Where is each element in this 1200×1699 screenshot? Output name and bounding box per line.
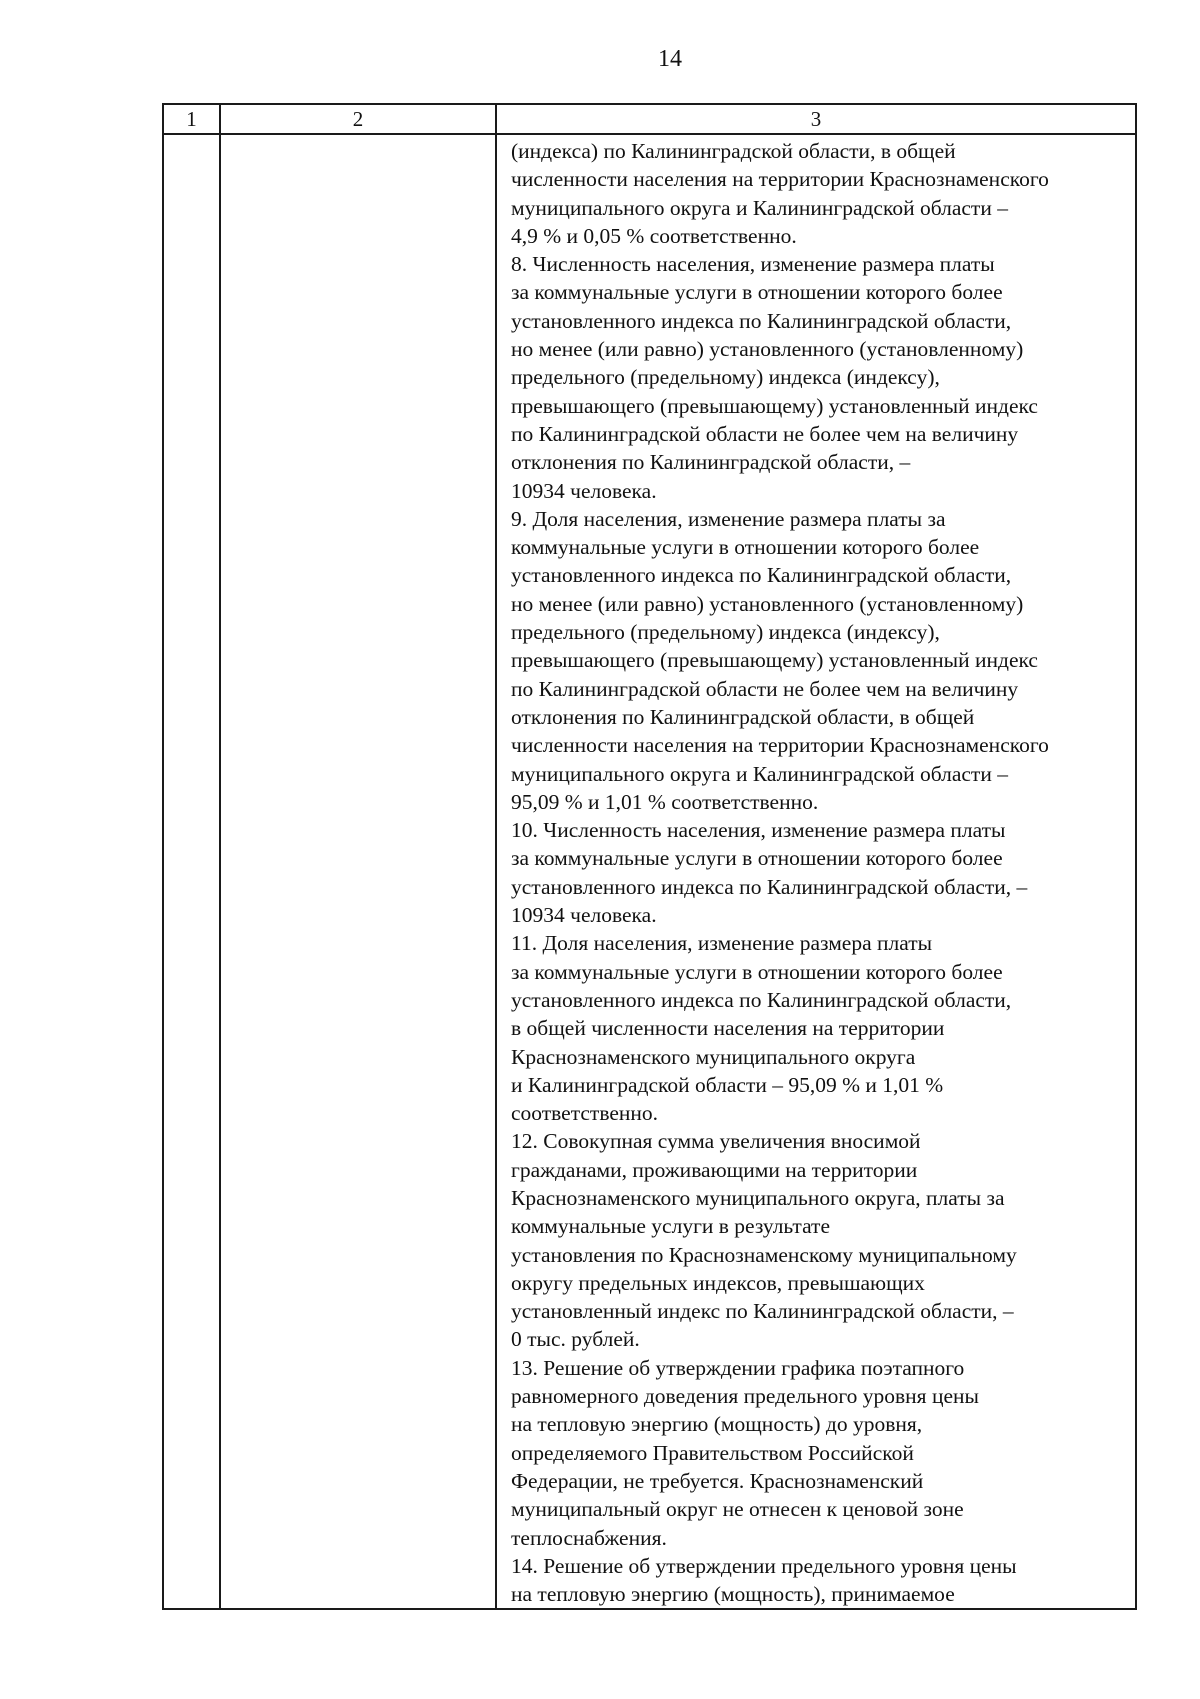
text-line: по Калининградской области не более чем на величину (511, 421, 1019, 446)
column-header-2: 2 (220, 104, 496, 134)
text-line: предельного (предельному) индекса (индексу), (511, 620, 940, 645)
text-line: коммунальные услуги в результате (511, 1214, 830, 1239)
text-line: за коммунальные услуги в отношении которого более (511, 846, 1003, 871)
text-line: теплоснабжения. (511, 1525, 667, 1550)
text-line: муниципального округа и Калининградской области – (511, 195, 1008, 220)
text-line: установленного индекса по Калининградской области, (511, 563, 1012, 588)
text-line: по Калининградской области не более чем на величину (511, 676, 1019, 701)
text-line: (индекса) по Калининградской области, в общей (511, 139, 956, 163)
text-line: отклонения по Калининградской области, в общей (511, 704, 975, 729)
text-line: предельного (предельному) индекса (индексу), (511, 365, 940, 390)
text-line: установленного индекса по Калининградской области, (511, 987, 1012, 1012)
text-line: установления по Краснознаменскому муниципальному (511, 1242, 1017, 1267)
text-line: 95,09 % и 1,01 % соответственно. (511, 789, 819, 814)
text-line: муниципальный округ не отнесен к ценовой зоне (511, 1497, 964, 1522)
text-line: на тепловую энергию (мощность), принимаемое (511, 1582, 955, 1607)
text-line: коммунальные услуги в отношении которого более (511, 535, 980, 560)
column-3-cell (496, 134, 1136, 1609)
text-line: равномерного доведения предельного уровня цены (511, 1384, 979, 1409)
text-line: 9. Доля населения, изменение размера платы за (511, 506, 946, 531)
text-line: 4,9 % и 0,05 % соответственно. (511, 223, 797, 248)
text-line: за коммунальные услуги в отношении которого более (511, 280, 1003, 305)
page-number: 14 (658, 46, 682, 72)
text-line: установленный индекс по Калининградской области, – (511, 1299, 1014, 1324)
document-table (162, 103, 1137, 1610)
text-line: превышающего (превышающему) установленный индекс (511, 648, 1038, 673)
text-line: но менее (или равно) установленного (установленному) (511, 337, 1024, 362)
text-line: округу предельных индексов, превышающих (511, 1270, 925, 1295)
text-line: за коммунальные услуги в отношении которого более (511, 959, 1003, 984)
text-line: 14. Решение об утверждении предельного уровня цены (511, 1553, 1017, 1578)
text-line: соответственно. (511, 1101, 659, 1126)
text-line: численности населения на территории Краснознаменского (511, 733, 1049, 758)
text-line: превышающего (превышающему) установленный индекс (511, 393, 1038, 418)
text-line: отклонения по Калининградской области, – (511, 450, 911, 475)
text-line: 13. Решение об утверждении графика поэтапного (511, 1355, 965, 1380)
text-line: но менее (или равно) установленного (установленному) (511, 591, 1024, 616)
text-line: 12. Совокупная сумма увеличения вносимой (511, 1129, 921, 1154)
text-line: определяемого Правительством Российской (511, 1440, 914, 1465)
text-line: муниципального округа и Калининградской области – (511, 761, 1008, 786)
column-header-3: 3 (496, 104, 1136, 134)
text-line: на тепловую энергию (мощность) до уровня, (511, 1412, 923, 1437)
text-line: 8. Численность населения, изменение размера платы (511, 252, 995, 277)
text-line: численности населения на территории Краснознаменского (511, 167, 1049, 192)
column-2-cell (220, 134, 496, 1609)
text-line: 10934 человека. (511, 478, 657, 503)
table-body-row (163, 134, 1136, 1609)
text-line: в общей численности населения на территории (511, 1016, 945, 1041)
text-line: и Калининградской области – 95,09 % и 1,01 % (511, 1072, 944, 1097)
column-3-text (511, 137, 1129, 1608)
text-line: Краснознаменского муниципального округа (511, 1044, 916, 1069)
text-line: установленного индекса по Калининградской области, (511, 308, 1012, 333)
text-line: Краснознаменского муниципального округа, платы за (511, 1185, 1005, 1210)
text-line: установленного индекса по Калининградской области, – (511, 874, 1028, 899)
text-line: Федерации, не требуется. Краснознаменский (511, 1468, 924, 1493)
text-line: 0 тыс. рублей. (511, 1327, 640, 1352)
text-line: 10934 человека. (511, 903, 657, 928)
text-line: 11. Доля населения, изменение размера платы (511, 931, 933, 956)
column-1-cell (163, 134, 220, 1609)
column-header-1: 1 (163, 104, 220, 134)
text-line: 10. Численность населения, изменение размера платы (511, 818, 1006, 843)
text-line: гражданами, проживающими на территории (511, 1157, 918, 1182)
table-header-row (163, 104, 1136, 134)
